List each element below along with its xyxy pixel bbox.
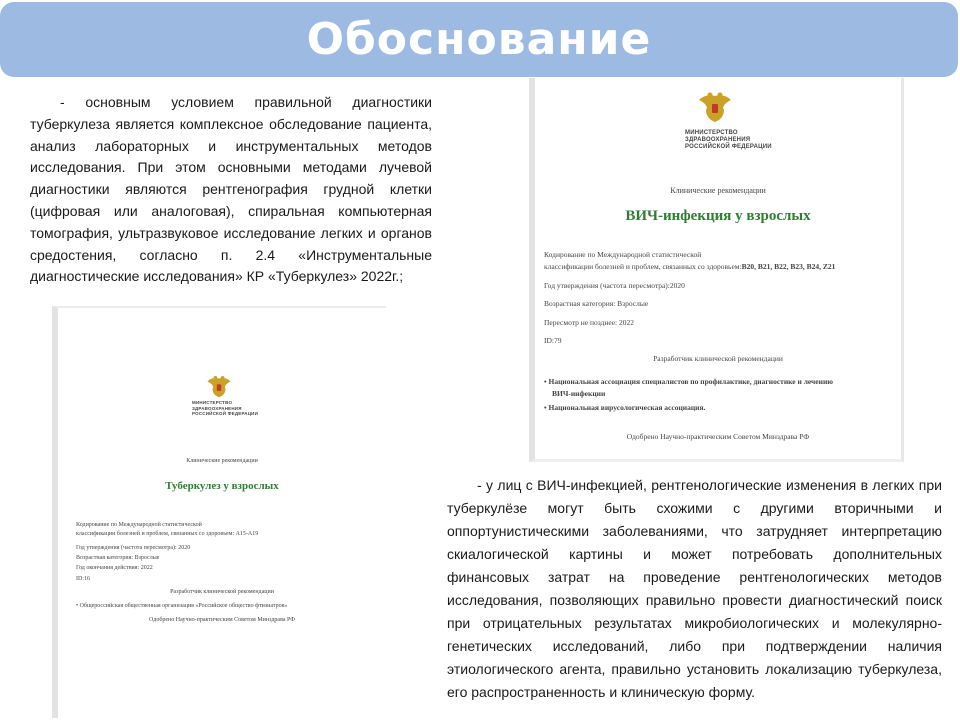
developers-heading: Разработчик клинической рекомендации [170, 589, 274, 595]
developer-text: Национальная ассоциация специалистов по профилактике, диагностике и лечению [548, 377, 833, 386]
developers-heading: Разработчик клинической рекомендации [653, 354, 783, 363]
age-line: Возрастная категория: Взрослые [76, 555, 160, 561]
coding-line [544, 262, 835, 271]
paragraph-diagnostics: - основным условием правильной диагностики туберкулеза является комплексное обследование пациента, анализ лабораторных и инструментальных методов исследования. При этом основными методами лучевой диагностики являются рентгенография грудной клетки (цифровая или аналоговая), спиральная компьютерная томография, ультразвуковое исследование легких и органов средостения, согласно п. 2.4 «Инструментальные диагностические исследования» КР «Туберкулез» 2022г.; [30, 94, 432, 285]
id-line: ID:79 [544, 336, 562, 345]
document-tb-guideline [52, 306, 386, 718]
developer-text: Национальная вирусологическая ассоциация. [548, 403, 706, 412]
document-kind: Клинические рекомендации [670, 186, 766, 195]
approval-line: Одобрено Научно-практическим Советом Минздрава РФ [149, 617, 295, 623]
ministry-line: ЗДРАВООХРАНЕНИЯ [685, 137, 751, 143]
ministry-line: МИНИСТЕРСТВО [685, 130, 738, 136]
document-title: Туберкулез у взрослых [165, 480, 279, 492]
coding-codes: B20, B21, B22, B23, B24, Z21 [741, 262, 836, 271]
developer-item: • Национальная ассоциация специалистов по профилактике, диагностике и лечению [544, 377, 833, 386]
ministry-line: МИНИСТЕРСТВО [192, 400, 233, 405]
ministry-line: РОССИЙСКОЙ ФЕДЕРАЦИИ [192, 411, 259, 416]
document-kind: Клинические рекомендации [186, 458, 258, 464]
developer-item: ВИЧ-инфекции [552, 389, 606, 398]
approval-line: Одобрено Научно-практическим Советом Минздрава РФ [626, 432, 810, 441]
emblem-icon [697, 90, 733, 124]
developer-text: Общероссийская общественная организация «Российское общество фтизиатров» [79, 603, 288, 609]
developer-item: • Общероссийская общественная организация «Российское общество фтизиатров» [76, 603, 288, 609]
ministry-name [685, 130, 772, 151]
id-line: ID:16 [76, 576, 90, 582]
revision-line: Год окончания действия: 2022 [76, 565, 153, 571]
ministry-line: РОССИЙСКОЙ ФЕДЕРАЦИИ [685, 144, 772, 150]
developer-item: • Национальная вирусологическая ассоциация. [544, 403, 706, 412]
coding-line: классификации болезней и проблем, связанных со здоровьем: A15-A19 [76, 531, 259, 537]
revision-line: Пересмотр не позднее: 2022 [544, 318, 634, 327]
document-hiv-guideline [529, 78, 904, 462]
slide-title: Обоснование [306, 14, 652, 65]
ministry-name [192, 400, 258, 417]
coding-text: классификации болезней и проблем, связанных со здоровьем: [544, 262, 742, 271]
title-bar [0, 2, 958, 77]
year-line: Год утверждения (частота пересмотра): 2020 [76, 545, 191, 551]
year-line: Год утверждения (частота пересмотра):2020 [544, 281, 685, 290]
ministry-line: ЗДРАВООХРАНЕНИЯ [192, 405, 242, 411]
coding-line: Кодирование по Международной статистической [544, 250, 702, 259]
document-title: ВИЧ-инфекция у взрослых [625, 208, 811, 224]
paragraph-hiv-radiology: - у лиц с ВИЧ-инфекцией, рентгенологические изменения в легких при туберкулёзе могут быть схожими с другими вторичными и оппортунистическими заболеваниями, что затрудняет интерпретацию скиалогической картины и может потребовать дополнительных финансовых затрат на проведение рентгенологических методов исследования, позволяющих правильно провести диагностический поиск при отрицательных результатах микробиологических и молекулярно-генетических исследований, либо при подтверждении наличия этиологического агента, правильно установить локализацию туберкулеза, его распространенность и клиническую форму. [447, 477, 942, 700]
coding-line: Кодирование по Международной статистической [76, 522, 202, 528]
age-line: Возрастная категория: Взрослые [544, 299, 649, 308]
emblem-icon [206, 374, 232, 399]
